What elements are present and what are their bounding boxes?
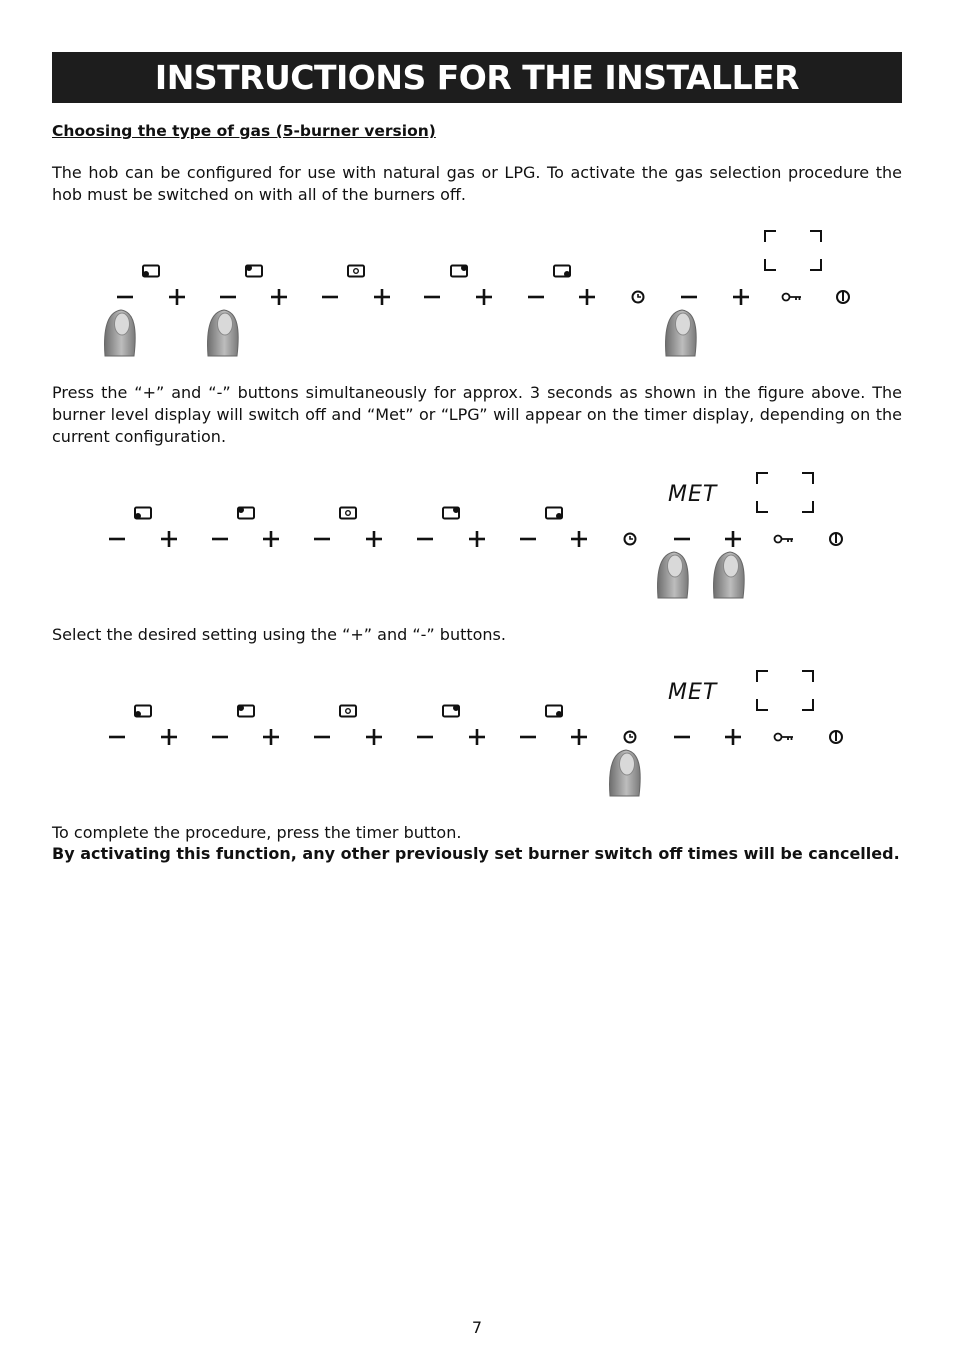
- power-icon[interactable]: [830, 731, 842, 743]
- section-heading: Choosing the type of gas (5-burner version): [52, 122, 436, 140]
- finger-icon: [658, 552, 689, 598]
- power-icon[interactable]: [830, 533, 842, 545]
- hob-control-panel: [0, 468, 954, 608]
- plus-icon[interactable]: [263, 531, 279, 547]
- title-banner: [52, 52, 902, 103]
- control-panel-figure-3: [0, 666, 954, 806]
- burner-position-icon: [135, 706, 151, 717]
- finger-icon: [208, 310, 239, 356]
- burner-position-icon: [348, 266, 364, 277]
- finger-icon: [714, 552, 745, 598]
- burner-position-icon: [546, 706, 562, 717]
- timer-display-text: MET: [668, 482, 718, 507]
- finger-icon: [105, 310, 136, 356]
- burner-position-icon: [443, 508, 459, 519]
- burner-position-icon: [238, 508, 254, 519]
- finger-icon: [610, 750, 641, 796]
- step2-paragraph: Select the desired setting using the “+” and “-” buttons.: [52, 625, 506, 644]
- completion-text: To complete the procedure, press the timer button.: [52, 823, 462, 842]
- control-panel-figure-1: [0, 226, 954, 366]
- key-icon[interactable]: [775, 536, 794, 543]
- plus-icon[interactable]: [571, 729, 587, 745]
- burner-position-icon: [246, 266, 262, 277]
- burner-position-icon: [135, 508, 151, 519]
- display-frame: [757, 671, 813, 710]
- burner-position-icon: [546, 508, 562, 519]
- plus-icon[interactable]: [374, 289, 390, 305]
- hob-control-panel: [0, 226, 954, 366]
- page-number: 7: [471, 1318, 483, 1337]
- finger-icon: [666, 310, 697, 356]
- plus-icon[interactable]: [469, 531, 485, 547]
- key-icon[interactable]: [775, 734, 794, 741]
- plus-icon[interactable]: [161, 729, 177, 745]
- timer-display-text: MET: [668, 680, 718, 705]
- burner-position-icon: [554, 266, 570, 277]
- plus-icon[interactable]: [366, 729, 382, 745]
- clock-icon[interactable]: [633, 292, 644, 303]
- burner-position-icon: [451, 266, 467, 277]
- burner-position-icon: [340, 706, 356, 717]
- clock-icon[interactable]: [625, 732, 636, 743]
- step1-paragraph: Press the “+” and “-” buttons simultaneously for approx. 3 seconds as shown in the figure above. The burner level display will switch off and “Met” or “LPG” will appear on the timer display, depending on the current configuration.: [52, 383, 902, 446]
- burner-position-icon: [143, 266, 159, 277]
- burner-position-icon: [443, 706, 459, 717]
- plus-icon[interactable]: [579, 289, 595, 305]
- warning-text: By activating this function, any other previously set burner switch off times will be cancelled.: [52, 844, 900, 863]
- completion-paragraph: [52, 822, 902, 864]
- plus-icon[interactable]: [469, 729, 485, 745]
- plus-icon[interactable]: [725, 531, 741, 547]
- plus-icon[interactable]: [366, 531, 382, 547]
- display-frame: [757, 473, 813, 512]
- plus-icon[interactable]: [161, 531, 177, 547]
- power-icon[interactable]: [837, 291, 849, 303]
- plus-icon[interactable]: [725, 729, 741, 745]
- display-frame: [765, 231, 821, 270]
- plus-icon[interactable]: [571, 531, 587, 547]
- intro-paragraph: The hob can be configured for use with natural gas or LPG. To activate the gas selection procedure the hob must be switched on with all of the burners off.: [52, 163, 902, 204]
- plus-icon[interactable]: [263, 729, 279, 745]
- plus-icon[interactable]: [733, 289, 749, 305]
- burner-position-icon: [238, 706, 254, 717]
- key-icon[interactable]: [783, 294, 802, 301]
- hob-control-panel: [0, 666, 954, 806]
- burner-position-icon: [340, 508, 356, 519]
- page-title: INSTRUCTIONS FOR THE INSTALLER: [154, 58, 800, 97]
- control-panel-figure-2: [0, 468, 954, 608]
- plus-icon[interactable]: [476, 289, 492, 305]
- plus-icon[interactable]: [271, 289, 287, 305]
- clock-icon[interactable]: [625, 534, 636, 545]
- plus-icon[interactable]: [169, 289, 185, 305]
